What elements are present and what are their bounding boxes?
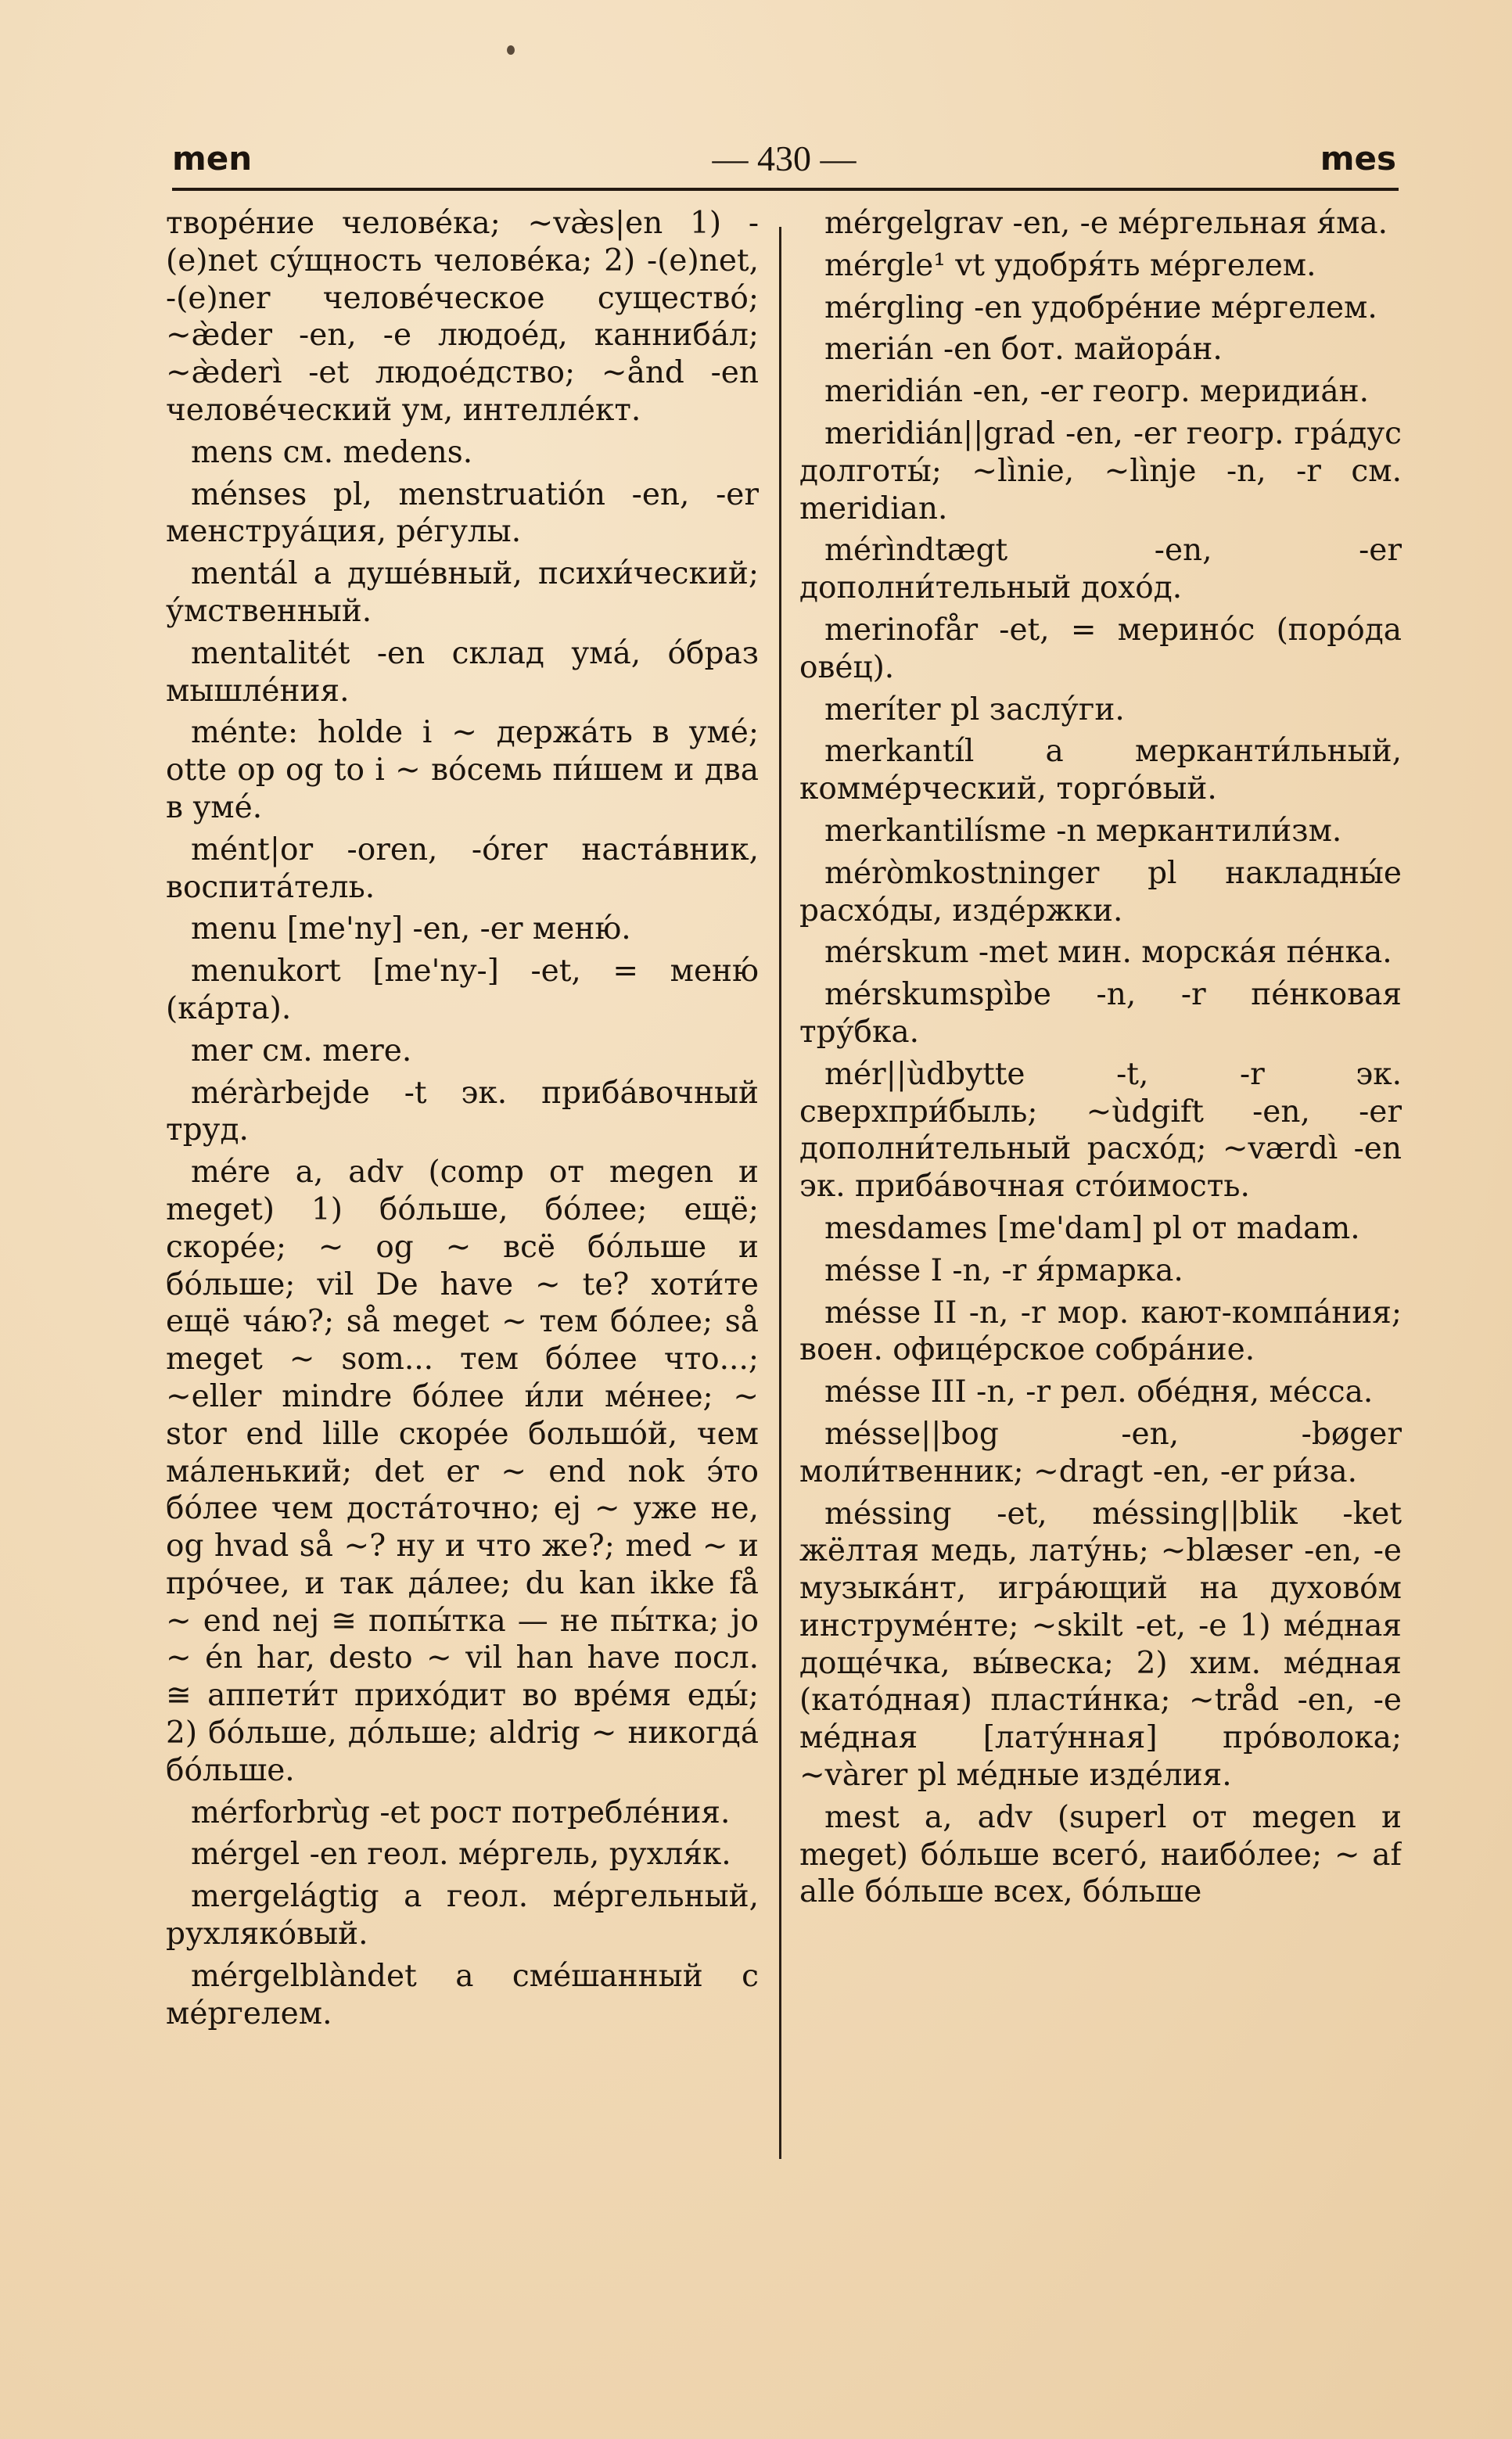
- dictionary-entry: meridián -en, -er геогр. меридиа́н.: [824, 374, 1370, 410]
- dictionary-entry: mérìndtægt -en, -er дополни́тельный дохо́д.: [799, 533, 1402, 606]
- dictionary-entry: mérskum -met мин. морска́я пе́нка.: [824, 935, 1392, 971]
- dictionary-entry: mésse III -n, -r рел. обе́дня, ме́сса.: [824, 1374, 1374, 1410]
- header-rule: [172, 188, 1399, 191]
- dictionary-entry: mérgelblàndet a сме́шанный с ме́ргелем.: [166, 1958, 759, 2031]
- dictionary-entry: mentál a душе́вный, психи́ческий; у́мственный.: [166, 556, 759, 629]
- header-right-guideword: mes: [1320, 139, 1396, 178]
- dictionary-entry: mésse||bog -en, -bøger моли́твенник; ~dragt -en, -er ри́за.: [799, 1416, 1402, 1489]
- dictionary-entry: mésse I -n, -r я́рмарка.: [824, 1252, 1183, 1288]
- dictionary-entry: mént|or -oren, -órer наста́вник, воспита́тель.: [166, 832, 759, 905]
- dictionary-entry: meridián||grad -en, -er геогр. гра́дус долготы́; ~lìnie, ~lìnje -n, -r см. meridian.: [799, 415, 1402, 526]
- dictionary-entry: merinofår -et, = мерино́с (поро́да ове́ц).: [799, 612, 1402, 685]
- pin-mark: [507, 45, 515, 55]
- dictionary-entry: творе́ние челове́ка; ~væ̀s|en 1) -(e)net су́щность челове́ка; 2) -(e)net, -(e)ner челове́ческое существо́; ~æ̀der -en, -e людое́д, канниба́л; ~æ̀derì -et людое́дство; ~ånd -en челове́ческий ум, интелле́кт.: [166, 206, 759, 428]
- dictionary-entry: mergelágtig a геол. ме́ргельный, рухляко́вый.: [166, 1879, 759, 1952]
- dictionary-entry: mest a, adv (superl от megen и meget) бо́льше всего́, наибо́лее; ~ af alle бо́льше всех, бо́льше: [799, 1799, 1402, 1910]
- dictionary-entry: mérgel -en геол. ме́ргель, рухля́к.: [191, 1837, 731, 1873]
- column-divider: [779, 227, 781, 2159]
- dictionary-entry: mentalitét -en склад ума́, о́браз мышле́ния.: [166, 635, 759, 709]
- page-header: [172, 131, 1396, 186]
- dictionary-entry: mésse II -n, -r мор. кают-компа́ния; воен. офице́рское собра́ние.: [799, 1295, 1402, 1368]
- dictionary-entry: mérgelgrav -en, -e ме́ргельная я́ма.: [824, 206, 1388, 241]
- dictionary-entry: menu [me'ny] -en, -er меню́.: [191, 911, 631, 947]
- dictionary-entry: mérgling -en удобре́ние ме́ргелем.: [824, 289, 1377, 325]
- dictionary-entry: ménte: holde i ~ держа́ть в уме́; otte op og to i ~ во́семь пи́шем и два в уме́.: [166, 715, 759, 825]
- page-number: — 430 —: [712, 138, 857, 178]
- dictionary-entry: merkantilísme -n меркантили́зм.: [824, 813, 1342, 849]
- dictionary-entry: meríter pl заслу́ги.: [824, 691, 1125, 727]
- dictionary-entry: mens см. medens.: [191, 434, 473, 470]
- dictionary-entry: ménses pl, menstruatión -en, -er менструа́ция, ре́гулы.: [166, 476, 759, 550]
- dictionary-entry: mérforbrùg -et рост потребле́ния.: [191, 1794, 731, 1830]
- dictionary-entry: merkantíl a мерканти́льный, комме́рческий, торго́вый.: [799, 734, 1402, 807]
- left-column: [166, 205, 759, 2192]
- dictionary-entry: méròmkostninger pl накладны́е расхо́ды, изде́ржки.: [799, 855, 1402, 929]
- dictionary-entry: merián -en бот. майора́н.: [824, 332, 1223, 368]
- dictionary-entry: méràrbejde -t эк. приба́вочный труд.: [166, 1075, 759, 1148]
- dictionary-entry: mesdames [me'dam] pl от madam.: [824, 1210, 1360, 1246]
- header-left-guideword: men: [172, 139, 253, 178]
- dictionary-entry: mére a, adv (comp от megen и meget) 1) бо́льше, бо́лее; ещё; скоре́е; ~ og ~ всё бо́льше и бо́льше; vil De have ~ te? хоти́те ещё ча́ю?; så meget ~ тем бо́лее; så meget ~ som... тем бо́лее что...; ~eller mindre бо́лее и́ли ме́нее; ~ stor end lille скоре́е большо́й, чем ма́ленький; det er ~ end nok э́то бо́лее чем доста́точно; ej ~ уже не, og hvad så ~? ну и что же?; med ~ и про́чее, и так да́лее; du kan ikke få ~ end nej ≅ попы́тка — не пы́тка; jo ~ én har, desto ~ vil han have посл. ≅ аппети́т прихо́дит во вре́мя еды́; 2) бо́льше, до́льше; aldrig ~ никогда́ бо́льше.: [166, 1155, 759, 1788]
- dictionary-entry: mérskumspìbe -n, -r пе́нковая тру́бка.: [799, 977, 1402, 1050]
- dictionary-entry: mérgle¹ vt удобря́ть ме́ргелем.: [824, 247, 1316, 283]
- right-column: [799, 205, 1402, 2192]
- dictionary-entry: mér||ùdbytte -t, -r эк. сверхпри́быль; ~ùdgift -en, -er дополни́тельный расхо́д; ~værdì -en эк. приба́вочная сто́имость.: [799, 1056, 1402, 1205]
- dictionary-entry: mer см. mere.: [191, 1033, 412, 1069]
- dictionary-entry: menukort [me'ny-] -et, = меню́ (ка́рта).: [166, 954, 759, 1026]
- dictionary-entry: méssing -et, méssing||blik -ket жёлтая медь, лату́нь; ~blæser -en, -e музыка́нт, игра́ющий на духово́м инструме́нте; ~skilt -et, -e 1) ме́дная доще́чка, вы́веска; 2) хим. ме́дная (като́дная) пласти́нка; ~tråd -en, -e ме́дная [лату́нная] про́волока; ~vàrer pl ме́дные изде́лия.: [799, 1496, 1402, 1794]
